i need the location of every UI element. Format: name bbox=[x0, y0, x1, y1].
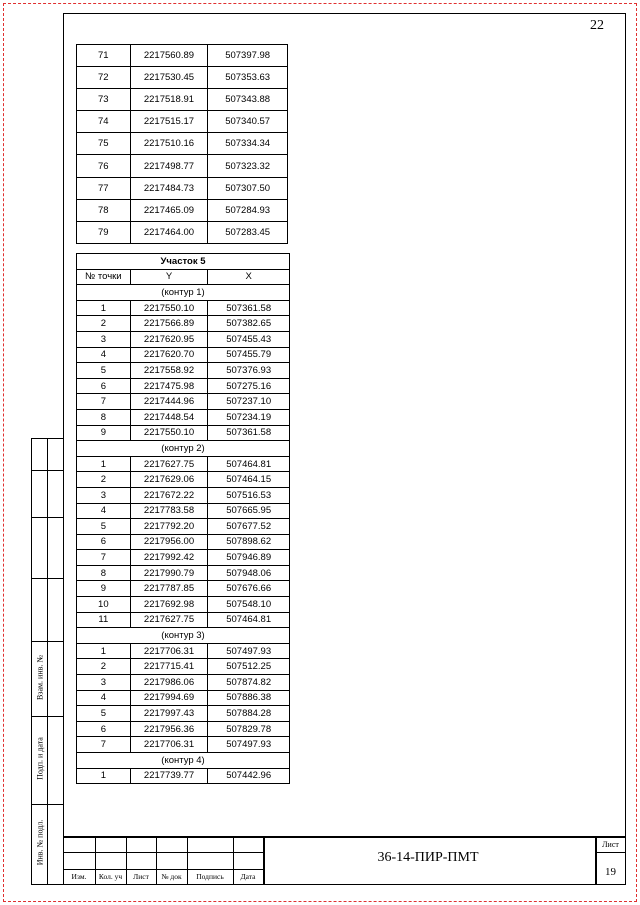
table-row bbox=[77, 45, 288, 67]
cell-point-number: 2 bbox=[77, 659, 131, 675]
header-point-number: № точки bbox=[77, 269, 131, 285]
cell-y: 2217706.31 bbox=[130, 737, 208, 753]
table-row bbox=[77, 300, 290, 316]
contour-label-row bbox=[77, 441, 290, 457]
cell-y: 2217550.10 bbox=[130, 425, 208, 441]
table-row bbox=[77, 534, 290, 550]
cell-y: 2217530.45 bbox=[130, 67, 208, 89]
table-row bbox=[77, 378, 290, 394]
sheet-label: Лист bbox=[602, 840, 619, 849]
cell-point-number: 78 bbox=[77, 199, 131, 221]
label-inv-podl: Инв. № подл. bbox=[35, 819, 45, 866]
cell-point-number: 74 bbox=[77, 111, 131, 133]
table-row bbox=[77, 737, 290, 753]
document-code: 36-14-ПИР-ПМТ bbox=[377, 850, 479, 865]
table-row bbox=[77, 487, 290, 503]
cell-point-number: 11 bbox=[77, 612, 131, 628]
cell-x: 507234.19 bbox=[208, 409, 290, 425]
side-cell bbox=[31, 578, 48, 642]
table-header-row bbox=[77, 269, 290, 285]
cell-y: 2217706.31 bbox=[130, 643, 208, 659]
contour-label-row bbox=[77, 753, 290, 769]
cell-y: 2217550.10 bbox=[130, 300, 208, 316]
cell-x: 507898.62 bbox=[208, 534, 290, 550]
table-row bbox=[77, 347, 290, 363]
cell-y: 2217672.22 bbox=[130, 487, 208, 503]
table-row bbox=[77, 199, 288, 221]
header-x: X bbox=[208, 269, 290, 285]
cell-y: 2217783.58 bbox=[130, 503, 208, 519]
cell-x: 507677.52 bbox=[208, 519, 290, 535]
table-row bbox=[77, 456, 290, 472]
cell-x: 507284.93 bbox=[208, 199, 288, 221]
cell-y: 2217465.09 bbox=[130, 199, 208, 221]
cell-x: 507464.81 bbox=[208, 612, 290, 628]
cell-point-number: 5 bbox=[77, 519, 131, 535]
cell-x: 507323.32 bbox=[208, 155, 288, 177]
stamp-caption-signature: Подпись bbox=[196, 872, 224, 881]
cell-y: 2217558.92 bbox=[130, 363, 208, 379]
cell-point-number: 2 bbox=[77, 316, 131, 332]
stamp-caption-kol-uch: Кол. уч bbox=[98, 872, 123, 881]
stamp-caption-date: Дата bbox=[240, 872, 256, 881]
cell-point-number: 7 bbox=[77, 550, 131, 566]
side-stamp-strip bbox=[31, 438, 64, 885]
cell-point-number: 7 bbox=[77, 737, 131, 753]
cell-y: 2217448.54 bbox=[130, 409, 208, 425]
cell-point-number: 76 bbox=[77, 155, 131, 177]
table-row bbox=[77, 675, 290, 691]
cell-x: 507455.43 bbox=[208, 331, 290, 347]
table-row bbox=[77, 519, 290, 535]
table-row bbox=[77, 316, 290, 332]
cell-point-number: 9 bbox=[77, 581, 131, 597]
cell-y: 2217510.16 bbox=[130, 133, 208, 155]
contour-label: (контур 4) bbox=[77, 753, 290, 769]
table-row bbox=[77, 409, 290, 425]
cell-point-number: 6 bbox=[77, 378, 131, 394]
cell-x: 507455.79 bbox=[208, 347, 290, 363]
cell-point-number: 4 bbox=[77, 347, 131, 363]
cell-y: 2217792.20 bbox=[130, 519, 208, 535]
table-row bbox=[77, 221, 288, 243]
label-vzam-inv: Взам. инв. № bbox=[35, 654, 45, 701]
table-row bbox=[77, 659, 290, 675]
stamp-caption-doc-num: № док bbox=[161, 872, 182, 881]
plot-5-coordinates-table bbox=[76, 253, 290, 784]
table-title-row bbox=[77, 254, 290, 270]
cell-x: 507946.89 bbox=[208, 550, 290, 566]
cell-x: 507376.93 bbox=[208, 363, 290, 379]
contour-label: (контур 1) bbox=[77, 285, 290, 301]
contour-label: (контур 3) bbox=[77, 628, 290, 644]
cell-point-number: 6 bbox=[77, 721, 131, 737]
cell-y: 2217956.00 bbox=[130, 534, 208, 550]
cell-y: 2217627.75 bbox=[130, 612, 208, 628]
cell-y: 2217715.41 bbox=[130, 659, 208, 675]
cell-y: 2217956.36 bbox=[130, 721, 208, 737]
table-row bbox=[77, 363, 290, 379]
cell-point-number: 1 bbox=[77, 456, 131, 472]
cell-x: 507464.81 bbox=[208, 456, 290, 472]
cell-point-number: 71 bbox=[77, 45, 131, 67]
cell-point-number: 77 bbox=[77, 177, 131, 199]
cell-y: 2217739.77 bbox=[130, 768, 208, 784]
cell-x: 507464.15 bbox=[208, 472, 290, 488]
cell-x: 507548.10 bbox=[208, 597, 290, 613]
cell-point-number: 3 bbox=[77, 675, 131, 691]
table-row bbox=[77, 706, 290, 722]
side-cell bbox=[31, 470, 48, 518]
cell-x: 507283.45 bbox=[208, 221, 288, 243]
cell-x: 507676.66 bbox=[208, 581, 290, 597]
cell-x: 507343.88 bbox=[208, 89, 288, 111]
table-row bbox=[77, 89, 288, 111]
cell-point-number: 1 bbox=[77, 768, 131, 784]
table-row bbox=[77, 690, 290, 706]
cell-x: 507884.28 bbox=[208, 706, 290, 722]
stamp-caption-list: Лист bbox=[133, 872, 149, 881]
cell-x: 507829.78 bbox=[208, 721, 290, 737]
contour-label-row bbox=[77, 285, 290, 301]
cell-x: 507307.50 bbox=[208, 177, 288, 199]
cell-point-number: 8 bbox=[77, 409, 131, 425]
side-cell bbox=[47, 641, 64, 717]
cell-x: 507340.57 bbox=[208, 111, 288, 133]
cell-y: 2217484.73 bbox=[130, 177, 208, 199]
cell-y: 2217620.70 bbox=[130, 347, 208, 363]
cell-x: 507442.96 bbox=[208, 768, 290, 784]
title-block-stamp bbox=[63, 836, 626, 885]
cell-y: 2217475.98 bbox=[130, 378, 208, 394]
cell-point-number: 9 bbox=[77, 425, 131, 441]
cell-y: 2217692.98 bbox=[130, 597, 208, 613]
cell-x: 507948.06 bbox=[208, 565, 290, 581]
cell-x: 507382.65 bbox=[208, 316, 290, 332]
cell-x: 507665.95 bbox=[208, 503, 290, 519]
cell-point-number: 3 bbox=[77, 487, 131, 503]
table-row bbox=[77, 503, 290, 519]
table-row bbox=[77, 768, 290, 784]
stamp-caption-izm: Изм. bbox=[71, 872, 87, 881]
coordinates-table-continued bbox=[76, 44, 288, 244]
cell-x: 507886.38 bbox=[208, 690, 290, 706]
table-row bbox=[77, 643, 290, 659]
cell-x: 507237.10 bbox=[208, 394, 290, 410]
contour-label-row bbox=[77, 628, 290, 644]
cell-point-number: 4 bbox=[77, 503, 131, 519]
cell-point-number: 5 bbox=[77, 706, 131, 722]
cell-x: 507334.34 bbox=[208, 133, 288, 155]
cell-y: 2217444.96 bbox=[130, 394, 208, 410]
cell-x: 507397.98 bbox=[208, 45, 288, 67]
sheet-number: 19 bbox=[605, 866, 616, 878]
table-row bbox=[77, 394, 290, 410]
cell-point-number: 6 bbox=[77, 534, 131, 550]
cell-point-number: 8 bbox=[77, 565, 131, 581]
table-row bbox=[77, 177, 288, 199]
cell-x: 507275.16 bbox=[208, 378, 290, 394]
cell-x: 507512.25 bbox=[208, 659, 290, 675]
side-cell bbox=[47, 438, 64, 471]
cell-x: 507874.82 bbox=[208, 675, 290, 691]
cell-y: 2217990.79 bbox=[130, 565, 208, 581]
cell-x: 507497.93 bbox=[208, 737, 290, 753]
table-title: Участок 5 bbox=[77, 254, 290, 270]
side-cell bbox=[47, 578, 64, 642]
header-y: Y bbox=[130, 269, 208, 285]
table-row bbox=[77, 612, 290, 628]
cell-y: 2217566.89 bbox=[130, 316, 208, 332]
cell-y: 2217997.43 bbox=[130, 706, 208, 722]
cell-y: 2217498.77 bbox=[130, 155, 208, 177]
table-row bbox=[77, 581, 290, 597]
cell-x: 507361.58 bbox=[208, 425, 290, 441]
cell-y: 2217994.69 bbox=[130, 690, 208, 706]
cell-point-number: 72 bbox=[77, 67, 131, 89]
cell-x: 507516.53 bbox=[208, 487, 290, 503]
table-row bbox=[77, 133, 288, 155]
cell-y: 2217515.17 bbox=[130, 111, 208, 133]
side-cell bbox=[47, 716, 64, 805]
side-cell bbox=[47, 804, 64, 885]
cell-point-number: 10 bbox=[77, 597, 131, 613]
cell-x: 507353.63 bbox=[208, 67, 288, 89]
cell-point-number: 73 bbox=[77, 89, 131, 111]
cell-y: 2217992.42 bbox=[130, 550, 208, 566]
cell-y: 2217560.89 bbox=[130, 45, 208, 67]
cell-y: 2217518.91 bbox=[130, 89, 208, 111]
cell-point-number: 5 bbox=[77, 363, 131, 379]
cell-y: 2217627.75 bbox=[130, 456, 208, 472]
cell-point-number: 3 bbox=[77, 331, 131, 347]
table-row bbox=[77, 425, 290, 441]
side-cell bbox=[31, 517, 48, 579]
cell-point-number: 1 bbox=[77, 300, 131, 316]
table-row bbox=[77, 472, 290, 488]
side-cell bbox=[47, 470, 64, 518]
label-podp-data: Подп. и дата bbox=[35, 737, 45, 780]
cell-x: 507497.93 bbox=[208, 643, 290, 659]
side-cell bbox=[47, 517, 64, 579]
page-number: 22 bbox=[590, 18, 604, 33]
cell-x: 507361.58 bbox=[208, 300, 290, 316]
cell-point-number: 2 bbox=[77, 472, 131, 488]
cell-y: 2217986.06 bbox=[130, 675, 208, 691]
cell-point-number: 1 bbox=[77, 643, 131, 659]
table-row bbox=[77, 597, 290, 613]
cell-point-number: 75 bbox=[77, 133, 131, 155]
contour-label: (контур 2) bbox=[77, 441, 290, 457]
table-row bbox=[77, 721, 290, 737]
table-row bbox=[77, 67, 288, 89]
cell-y: 2217620.95 bbox=[130, 331, 208, 347]
cell-y: 2217629.06 bbox=[130, 472, 208, 488]
cell-y: 2217464.00 bbox=[130, 221, 208, 243]
table-row bbox=[77, 111, 288, 133]
table-row bbox=[77, 550, 290, 566]
cell-y: 2217787.85 bbox=[130, 581, 208, 597]
cell-point-number: 4 bbox=[77, 690, 131, 706]
cell-point-number: 79 bbox=[77, 221, 131, 243]
side-cell bbox=[31, 438, 48, 471]
table-row bbox=[77, 565, 290, 581]
cell-point-number: 7 bbox=[77, 394, 131, 410]
table-row bbox=[77, 331, 290, 347]
table-row bbox=[77, 155, 288, 177]
